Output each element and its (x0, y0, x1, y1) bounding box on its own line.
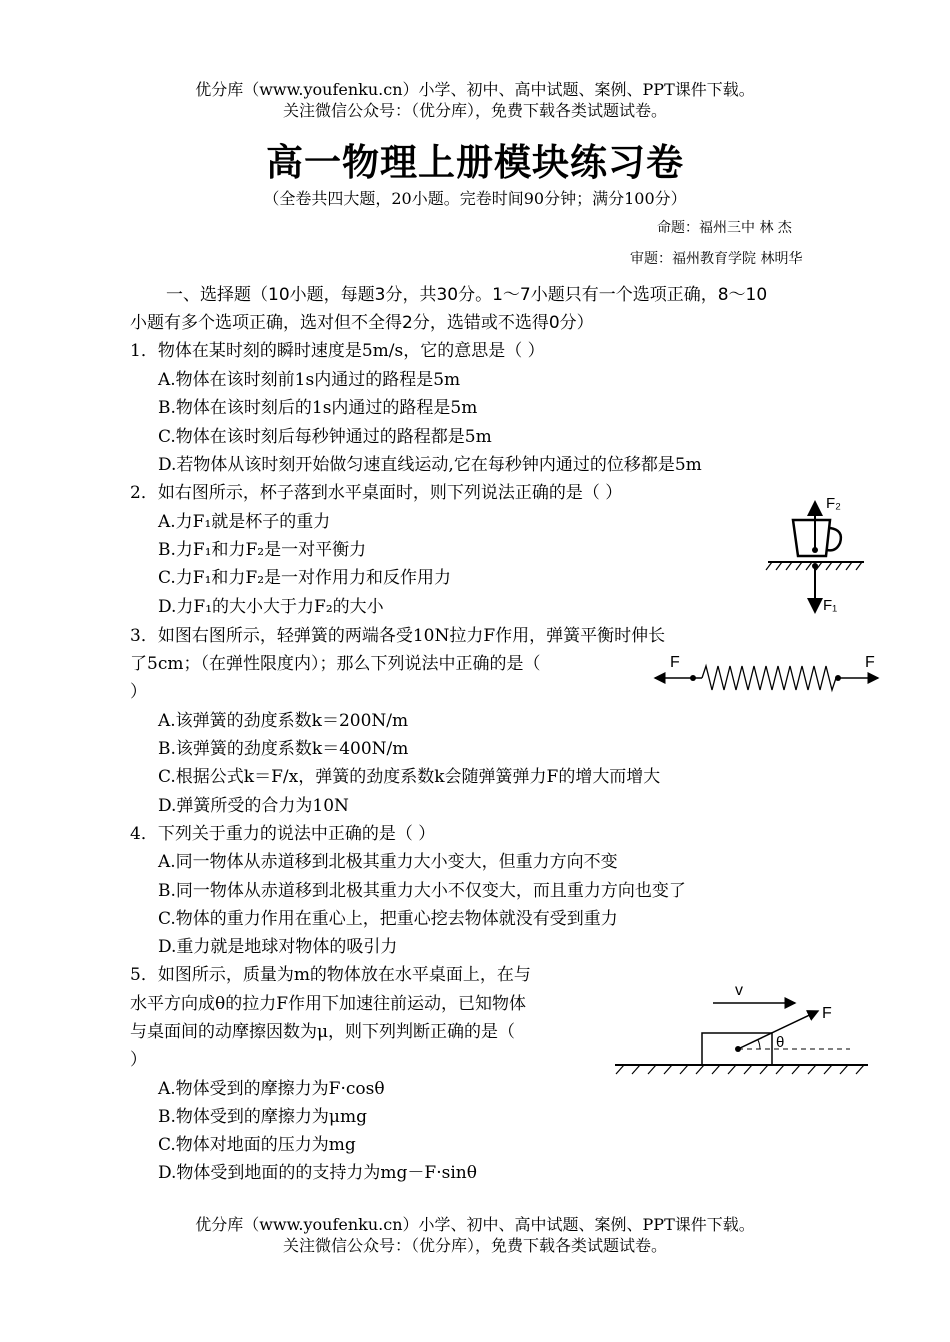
force-f1-label: F₁ (823, 597, 838, 614)
spring-left-label: F (670, 654, 680, 671)
question-2-option-b: B.力F₁和力F₂是一对平衡力 (158, 540, 367, 560)
ground-hatching (616, 1065, 864, 1074)
pull-force-label: F (822, 1005, 832, 1022)
question-5-stem-line2: 水平方向成θ的拉力F作用下加速往前运动，已知物体 (130, 994, 527, 1014)
question-4-option-d: D.重力就是地球对物体的吸引力 (158, 937, 398, 957)
force-point-upper (812, 547, 818, 553)
cup-force-diagram (760, 488, 870, 618)
spring-right-label: F (865, 654, 875, 671)
exam-info: （全卷共四大题，20小题。完卷时间90分钟；满分100分） (263, 189, 687, 208)
question-4-option-b: B.同一物体从赤道移到北极其重力大小不仅变大，而且重力方向也变了 (158, 881, 686, 901)
question-5-stem-line1: 5．如图所示，质量为m的物体放在水平桌面上，在与 (130, 965, 531, 985)
question-5-stem-line3: 与桌面间的动摩擦因数为μ，则下列判断正确的是（ (130, 1022, 516, 1042)
question-5-option-a: A.物体受到的摩擦力为F·cosθ (158, 1079, 385, 1099)
question-5-stem-line4: ） (130, 1050, 147, 1070)
question-4-option-c: C.物体的重力作用在重心上，把重心挖去物体就没有受到重力 (158, 909, 618, 929)
header-line-1: 优分库（www.youfenku.cn）小学、初中、高中试题、案例、PPT课件下载。 (195, 80, 755, 99)
question-1-option-b: B.物体在该时刻后的1s内通过的路程是5m (158, 398, 478, 418)
section-heading-line2: 小题有多个选项正确，选对但不全得2分，选错或不选得0分） (130, 313, 594, 333)
question-2-option-a: A.力F₁就是杯子的重力 (158, 512, 331, 532)
force-point-lower (812, 563, 818, 569)
question-2-option-c: C.力F₁和力F₂是一对作用力和反作用力 (158, 568, 452, 588)
question-3-option-c: C.根据公式k＝F/x，弹簧的劲度系数k会随弹簧弹力F的增大而增大 (158, 767, 661, 787)
question-3-option-a: A.该弹簧的劲度系数k＝200N/m (158, 711, 409, 731)
question-5-option-b: B.物体受到的摩擦力为μmg (158, 1107, 367, 1127)
question-5-option-c: C.物体对地面的压力为mg (158, 1135, 356, 1155)
question-4-option-a: A.同一物体从赤道移到北极其重力大小变大，但重力方向不变 (158, 852, 618, 872)
question-1-option-c: C.物体在该时刻后每秒钟通过的路程都是5m (158, 427, 492, 447)
header-line-2: 关注微信公众号：（优分库），免费下载各类试题试卷。 (282, 101, 667, 120)
question-3-stem-line3: ） (130, 682, 147, 702)
question-3-option-d: D.弹簧所受的合力为10N (158, 796, 349, 816)
angle-label: θ (776, 1034, 785, 1051)
question-3-stem-line2: 了5cm；（在弹性限度内）；那么下列说法中正确的是（ (130, 654, 541, 674)
footer-line-2: 关注微信公众号：（优分库），免费下载各类试题试卷。 (282, 1236, 667, 1255)
force-f2-label: F₂ (826, 495, 841, 512)
section-heading-line1: 一、选择题（10小题，每题3分，共30分。1～7小题只有一个选项正确，8～10 (166, 285, 768, 305)
question-5-option-d: D.物体受到地面的的支持力为mg－F·sinθ (158, 1163, 477, 1183)
question-4-stem: 4．下列关于重力的说法中正确的是（ ） (130, 824, 436, 844)
question-1-option-a: A.物体在该时刻前1s内通过的路程是5m (158, 370, 461, 390)
question-1-option-d: D.若物体从该时刻开始做匀速直线运动,它在每秒钟内通过的位移都是5m (158, 455, 702, 475)
pull-force-origin (735, 1046, 741, 1052)
spring-diagram (650, 650, 885, 695)
question-2-option-d: D.力F₁的大小大于力F₂的大小 (158, 597, 384, 617)
cup-body (793, 520, 830, 556)
reviewer-line: 审题：福州教育学院 林明华 (630, 251, 803, 267)
question-3-stem-line1: 3．如图右图所示，轻弹簧的两端各受10N拉力F作用，弹簧平衡时伸长 (130, 626, 666, 646)
block-pull-diagram (610, 975, 875, 1085)
author-line: 命题：福州三中 林 杰 (657, 220, 792, 236)
angle-arc (758, 1040, 760, 1049)
question-1-stem: 1．物体在某时刻的瞬时速度是5m/s，它的意思是（ ） (130, 341, 545, 361)
spring-coil (702, 666, 836, 690)
velocity-label: v (735, 982, 743, 999)
page-title: 高一物理上册模块练习卷 (266, 141, 684, 184)
footer-line-1: 优分库（www.youfenku.cn）小学、初中、高中试题、案例、PPT课件下载。 (195, 1215, 755, 1234)
question-3-option-b: B.该弹簧的劲度系数k＝400N/m (158, 739, 409, 759)
question-2-stem: 2．如右图所示，杯子落到水平桌面时，则下列说法正确的是（ ） (130, 483, 623, 503)
